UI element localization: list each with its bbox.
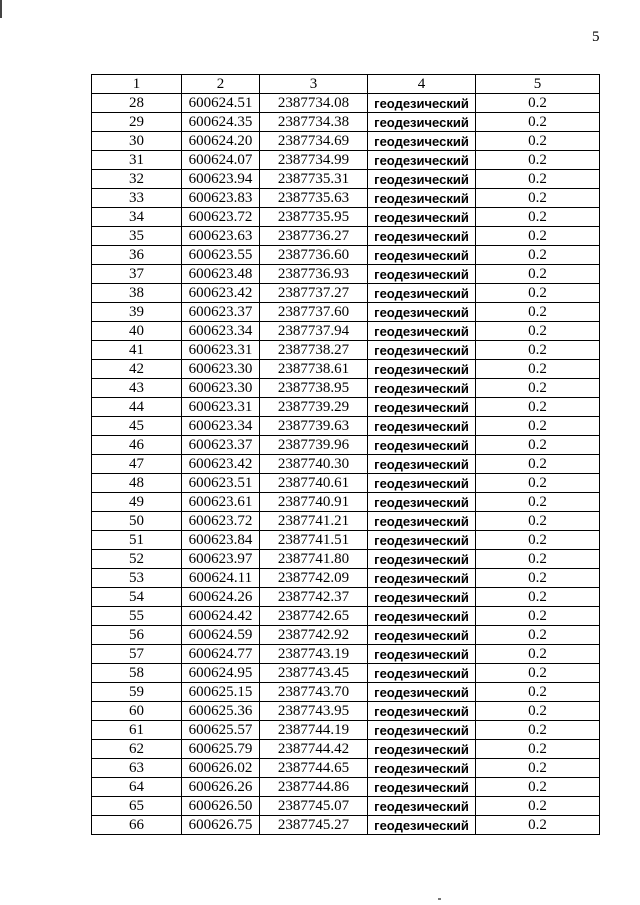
point-number-cell: 40: [92, 322, 182, 341]
x-coordinate-cell: 600623.94: [182, 170, 260, 189]
table-row: [92, 588, 600, 607]
point-number-cell: 65: [92, 797, 182, 816]
point-number-cell: 51: [92, 531, 182, 550]
y-coordinate-cell: 2387740.61: [260, 474, 368, 493]
y-coordinate-cell: 2387742.37: [260, 588, 368, 607]
table-row: [92, 303, 600, 322]
x-coordinate-cell: 600626.26: [182, 778, 260, 797]
y-coordinate-cell: 2387739.63: [260, 417, 368, 436]
point-number-cell: 62: [92, 740, 182, 759]
x-coordinate-cell: 600626.75: [182, 816, 260, 835]
y-coordinate-cell: 2387735.31: [260, 170, 368, 189]
point-number-cell: 42: [92, 360, 182, 379]
column-header-4: 4: [368, 75, 476, 94]
accuracy-cell: 0.2: [476, 588, 600, 607]
x-coordinate-cell: 600623.84: [182, 531, 260, 550]
point-number-cell: 59: [92, 683, 182, 702]
accuracy-cell: 0.2: [476, 360, 600, 379]
table-row: [92, 284, 600, 303]
method-cell: геодезический: [368, 550, 476, 569]
y-coordinate-cell: 2387738.95: [260, 379, 368, 398]
y-coordinate-cell: 2387741.51: [260, 531, 368, 550]
accuracy-cell: 0.2: [476, 531, 600, 550]
x-coordinate-cell: 600624.26: [182, 588, 260, 607]
table-row: [92, 702, 600, 721]
table-row: [92, 721, 600, 740]
table-row: [92, 512, 600, 531]
accuracy-cell: 0.2: [476, 569, 600, 588]
x-coordinate-cell: 600623.97: [182, 550, 260, 569]
x-coordinate-cell: 600624.07: [182, 151, 260, 170]
column-header-5: 5: [476, 75, 600, 94]
point-number-cell: 46: [92, 436, 182, 455]
table-row: [92, 246, 600, 265]
accuracy-cell: 0.2: [476, 113, 600, 132]
method-cell: геодезический: [368, 170, 476, 189]
point-number-cell: 33: [92, 189, 182, 208]
y-coordinate-cell: 2387740.91: [260, 493, 368, 512]
x-coordinate-cell: 600624.51: [182, 94, 260, 113]
y-coordinate-cell: 2387743.95: [260, 702, 368, 721]
x-coordinate-cell: 600625.79: [182, 740, 260, 759]
scan-speck: [438, 898, 441, 900]
y-coordinate-cell: 2387735.63: [260, 189, 368, 208]
column-header-3: 3: [260, 75, 368, 94]
method-cell: геодезический: [368, 417, 476, 436]
table-row: [92, 208, 600, 227]
y-coordinate-cell: 2387734.99: [260, 151, 368, 170]
point-number-cell: 39: [92, 303, 182, 322]
x-coordinate-cell: 600623.42: [182, 455, 260, 474]
accuracy-cell: 0.2: [476, 132, 600, 151]
table-row: [92, 778, 600, 797]
accuracy-cell: 0.2: [476, 550, 600, 569]
method-cell: геодезический: [368, 436, 476, 455]
point-number-cell: 55: [92, 607, 182, 626]
x-coordinate-cell: 600623.55: [182, 246, 260, 265]
point-number-cell: 32: [92, 170, 182, 189]
x-coordinate-cell: 600623.72: [182, 208, 260, 227]
column-header-1: 1: [92, 75, 182, 94]
x-coordinate-cell: 600623.30: [182, 379, 260, 398]
method-cell: геодезический: [368, 683, 476, 702]
table-row: [92, 360, 600, 379]
x-coordinate-cell: 600623.63: [182, 227, 260, 246]
accuracy-cell: 0.2: [476, 702, 600, 721]
point-number-cell: 64: [92, 778, 182, 797]
method-cell: геодезический: [368, 607, 476, 626]
method-cell: геодезический: [368, 379, 476, 398]
x-coordinate-cell: 600623.31: [182, 341, 260, 360]
point-number-cell: 44: [92, 398, 182, 417]
table-row: [92, 398, 600, 417]
y-coordinate-cell: 2387736.27: [260, 227, 368, 246]
table-row: [92, 797, 600, 816]
x-coordinate-cell: 600623.61: [182, 493, 260, 512]
method-cell: геодезический: [368, 208, 476, 227]
y-coordinate-cell: 2387737.27: [260, 284, 368, 303]
table-row: [92, 132, 600, 151]
column-header-2: 2: [182, 75, 260, 94]
method-cell: геодезический: [368, 303, 476, 322]
method-cell: геодезический: [368, 474, 476, 493]
table-row: [92, 474, 600, 493]
point-number-cell: 48: [92, 474, 182, 493]
method-cell: геодезический: [368, 151, 476, 170]
point-number-cell: 57: [92, 645, 182, 664]
coordinates-table: [91, 74, 600, 835]
accuracy-cell: 0.2: [476, 94, 600, 113]
x-coordinate-cell: 600625.36: [182, 702, 260, 721]
table-row: [92, 531, 600, 550]
x-coordinate-cell: 600623.31: [182, 398, 260, 417]
y-coordinate-cell: 2387737.94: [260, 322, 368, 341]
accuracy-cell: 0.2: [476, 664, 600, 683]
y-coordinate-cell: 2387737.60: [260, 303, 368, 322]
point-number-cell: 54: [92, 588, 182, 607]
table-row: [92, 816, 600, 835]
x-coordinate-cell: 600624.11: [182, 569, 260, 588]
point-number-cell: 66: [92, 816, 182, 835]
y-coordinate-cell: 2387741.80: [260, 550, 368, 569]
table-row: [92, 265, 600, 284]
point-number-cell: 56: [92, 626, 182, 645]
accuracy-cell: 0.2: [476, 607, 600, 626]
point-number-cell: 52: [92, 550, 182, 569]
method-cell: геодезический: [368, 531, 476, 550]
accuracy-cell: 0.2: [476, 436, 600, 455]
x-coordinate-cell: 600624.59: [182, 626, 260, 645]
point-number-cell: 34: [92, 208, 182, 227]
point-number-cell: 37: [92, 265, 182, 284]
accuracy-cell: 0.2: [476, 759, 600, 778]
x-coordinate-cell: 600623.37: [182, 303, 260, 322]
table-row: [92, 94, 600, 113]
method-cell: геодезический: [368, 759, 476, 778]
point-number-cell: 63: [92, 759, 182, 778]
method-cell: геодезический: [368, 588, 476, 607]
method-cell: геодезический: [368, 94, 476, 113]
x-coordinate-cell: 600623.34: [182, 417, 260, 436]
point-number-cell: 31: [92, 151, 182, 170]
method-cell: геодезический: [368, 626, 476, 645]
y-coordinate-cell: 2387742.92: [260, 626, 368, 645]
y-coordinate-cell: 2387745.27: [260, 816, 368, 835]
table-row: [92, 227, 600, 246]
method-cell: геодезический: [368, 797, 476, 816]
x-coordinate-cell: 600623.34: [182, 322, 260, 341]
method-cell: геодезический: [368, 284, 476, 303]
table-row: [92, 626, 600, 645]
method-cell: геодезический: [368, 246, 476, 265]
table-body: [92, 94, 600, 835]
x-coordinate-cell: 600626.50: [182, 797, 260, 816]
y-coordinate-cell: 2387744.42: [260, 740, 368, 759]
table-row: [92, 189, 600, 208]
table-row: [92, 455, 600, 474]
y-coordinate-cell: 2387745.07: [260, 797, 368, 816]
accuracy-cell: 0.2: [476, 455, 600, 474]
y-coordinate-cell: 2387734.69: [260, 132, 368, 151]
table-row: [92, 417, 600, 436]
y-coordinate-cell: 2387736.60: [260, 246, 368, 265]
table-row: [92, 607, 600, 626]
table-row: [92, 113, 600, 132]
table-row: [92, 759, 600, 778]
x-coordinate-cell: 600623.37: [182, 436, 260, 455]
y-coordinate-cell: 2387744.65: [260, 759, 368, 778]
point-number-cell: 36: [92, 246, 182, 265]
accuracy-cell: 0.2: [476, 341, 600, 360]
method-cell: геодезический: [368, 113, 476, 132]
x-coordinate-cell: 600623.83: [182, 189, 260, 208]
accuracy-cell: 0.2: [476, 246, 600, 265]
accuracy-cell: 0.2: [476, 303, 600, 322]
y-coordinate-cell: 2387743.19: [260, 645, 368, 664]
point-number-cell: 47: [92, 455, 182, 474]
point-number-cell: 41: [92, 341, 182, 360]
accuracy-cell: 0.2: [476, 512, 600, 531]
accuracy-cell: 0.2: [476, 379, 600, 398]
y-coordinate-cell: 2387735.95: [260, 208, 368, 227]
point-number-cell: 30: [92, 132, 182, 151]
x-coordinate-cell: 600624.95: [182, 664, 260, 683]
accuracy-cell: 0.2: [476, 322, 600, 341]
x-coordinate-cell: 600624.77: [182, 645, 260, 664]
y-coordinate-cell: 2387738.61: [260, 360, 368, 379]
accuracy-cell: 0.2: [476, 493, 600, 512]
accuracy-cell: 0.2: [476, 778, 600, 797]
accuracy-cell: 0.2: [476, 227, 600, 246]
page-number: 5: [592, 29, 600, 45]
point-number-cell: 29: [92, 113, 182, 132]
table-row: [92, 683, 600, 702]
accuracy-cell: 0.2: [476, 170, 600, 189]
method-cell: геодезический: [368, 132, 476, 151]
method-cell: геодезический: [368, 664, 476, 683]
table-row: [92, 170, 600, 189]
point-number-cell: 58: [92, 664, 182, 683]
accuracy-cell: 0.2: [476, 797, 600, 816]
y-coordinate-cell: 2387734.08: [260, 94, 368, 113]
accuracy-cell: 0.2: [476, 398, 600, 417]
scan-edge-mark: [0, 0, 2, 18]
table-row: [92, 664, 600, 683]
method-cell: геодезический: [368, 493, 476, 512]
point-number-cell: 49: [92, 493, 182, 512]
method-cell: геодезический: [368, 189, 476, 208]
y-coordinate-cell: 2387740.30: [260, 455, 368, 474]
method-cell: геодезический: [368, 702, 476, 721]
table-row: [92, 569, 600, 588]
x-coordinate-cell: 600623.72: [182, 512, 260, 531]
x-coordinate-cell: 600624.42: [182, 607, 260, 626]
y-coordinate-cell: 2387741.21: [260, 512, 368, 531]
accuracy-cell: 0.2: [476, 816, 600, 835]
table-row: [92, 645, 600, 664]
point-number-cell: 28: [92, 94, 182, 113]
point-number-cell: 60: [92, 702, 182, 721]
point-number-cell: 53: [92, 569, 182, 588]
y-coordinate-cell: 2387743.45: [260, 664, 368, 683]
y-coordinate-cell: 2387743.70: [260, 683, 368, 702]
accuracy-cell: 0.2: [476, 151, 600, 170]
x-coordinate-cell: 600623.51: [182, 474, 260, 493]
table-row: [92, 151, 600, 170]
table-row: [92, 379, 600, 398]
y-coordinate-cell: 2387736.93: [260, 265, 368, 284]
method-cell: геодезический: [368, 341, 476, 360]
x-coordinate-cell: 600626.02: [182, 759, 260, 778]
table-header-row: [92, 75, 600, 94]
method-cell: геодезический: [368, 721, 476, 740]
method-cell: геодезический: [368, 778, 476, 797]
table-row: [92, 436, 600, 455]
method-cell: геодезический: [368, 740, 476, 759]
table-row: [92, 550, 600, 569]
accuracy-cell: 0.2: [476, 284, 600, 303]
x-coordinate-cell: 600623.30: [182, 360, 260, 379]
accuracy-cell: 0.2: [476, 417, 600, 436]
method-cell: геодезический: [368, 645, 476, 664]
y-coordinate-cell: 2387738.27: [260, 341, 368, 360]
accuracy-cell: 0.2: [476, 683, 600, 702]
point-number-cell: 38: [92, 284, 182, 303]
x-coordinate-cell: 600624.35: [182, 113, 260, 132]
accuracy-cell: 0.2: [476, 265, 600, 284]
method-cell: геодезический: [368, 816, 476, 835]
accuracy-cell: 0.2: [476, 474, 600, 493]
method-cell: геодезический: [368, 227, 476, 246]
accuracy-cell: 0.2: [476, 208, 600, 227]
x-coordinate-cell: 600625.15: [182, 683, 260, 702]
method-cell: геодезический: [368, 512, 476, 531]
y-coordinate-cell: 2387744.86: [260, 778, 368, 797]
x-coordinate-cell: 600624.20: [182, 132, 260, 151]
method-cell: геодезический: [368, 398, 476, 417]
table-row: [92, 493, 600, 512]
y-coordinate-cell: 2387744.19: [260, 721, 368, 740]
method-cell: геодезический: [368, 455, 476, 474]
method-cell: геодезический: [368, 322, 476, 341]
method-cell: геодезический: [368, 569, 476, 588]
y-coordinate-cell: 2387739.29: [260, 398, 368, 417]
method-cell: геодезический: [368, 265, 476, 284]
accuracy-cell: 0.2: [476, 189, 600, 208]
accuracy-cell: 0.2: [476, 740, 600, 759]
accuracy-cell: 0.2: [476, 645, 600, 664]
table-row: [92, 341, 600, 360]
x-coordinate-cell: 600623.42: [182, 284, 260, 303]
point-number-cell: 35: [92, 227, 182, 246]
accuracy-cell: 0.2: [476, 721, 600, 740]
point-number-cell: 43: [92, 379, 182, 398]
table-row: [92, 322, 600, 341]
x-coordinate-cell: 600625.57: [182, 721, 260, 740]
table-row: [92, 740, 600, 759]
point-number-cell: 45: [92, 417, 182, 436]
point-number-cell: 50: [92, 512, 182, 531]
x-coordinate-cell: 600623.48: [182, 265, 260, 284]
y-coordinate-cell: 2387742.09: [260, 569, 368, 588]
accuracy-cell: 0.2: [476, 626, 600, 645]
point-number-cell: 61: [92, 721, 182, 740]
y-coordinate-cell: 2387734.38: [260, 113, 368, 132]
method-cell: геодезический: [368, 360, 476, 379]
y-coordinate-cell: 2387742.65: [260, 607, 368, 626]
y-coordinate-cell: 2387739.96: [260, 436, 368, 455]
